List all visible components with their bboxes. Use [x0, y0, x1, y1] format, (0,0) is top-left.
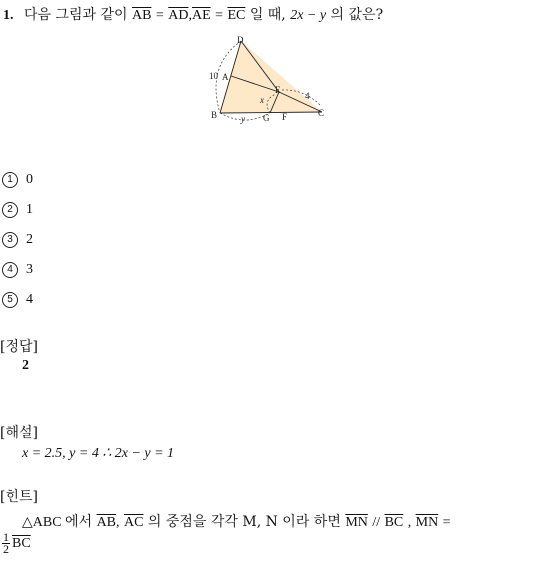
hint-segment-ab: $\overline{AB}$ [96, 515, 117, 530]
answer-value: 2 [22, 358, 29, 373]
question-text-2: 일 때, [249, 7, 286, 23]
hint-label: [힌트] [0, 489, 38, 505]
choice-number-icon: 5 [2, 292, 18, 308]
choice-5[interactable] [2, 292, 33, 308]
choice-2[interactable] [2, 202, 33, 218]
equals-2: = [215, 8, 224, 23]
segment-ad: $\overline{AD}$ [168, 8, 189, 23]
segment-ab: $\overline{AB}$ [131, 8, 152, 23]
label-point-c: C [318, 108, 325, 118]
hint-text-c: 의 중점을 각각 M, N 이라 하면 [147, 514, 341, 530]
hint-segment-bc: $\overline{BC}$ [384, 515, 404, 530]
hint-parallel: // [372, 515, 381, 530]
choice-number-icon: 3 [2, 232, 18, 248]
choice-number-icon: 2 [2, 202, 18, 218]
label-length-4: 4 [305, 91, 310, 101]
hint-equals: = [442, 515, 451, 530]
label-point-a: A [222, 72, 229, 82]
label-point-g: G [263, 113, 270, 123]
choice-value: 3 [26, 262, 33, 277]
solution-label: [해설] [0, 425, 38, 441]
choice-1[interactable] [2, 172, 33, 188]
question-text-3: 의 값은? [330, 7, 384, 23]
segment-ae: $\overline{AE}$ [191, 8, 211, 23]
hint-segment-ac: $\overline{AC}$ [123, 515, 144, 530]
choice-value: 2 [26, 232, 33, 247]
label-x: x [260, 95, 264, 105]
choice-number-icon: 1 [2, 172, 18, 188]
question-line [3, 4, 383, 24]
segment-ec: $\overline{EC}$ [227, 8, 246, 23]
solution-line [22, 445, 174, 462]
hint-comma-1: , [116, 515, 120, 530]
choice-3[interactable] [2, 232, 33, 248]
choice-4[interactable] [2, 262, 33, 278]
fraction-one-half [2, 532, 10, 555]
hint-comma-2: , [407, 515, 412, 530]
label-y: y [241, 114, 245, 124]
hint-line [22, 511, 451, 531]
equals-1: = [155, 8, 164, 23]
answer-label: [정답] [0, 339, 38, 355]
fraction-denominator: 2 [3, 542, 9, 556]
label-point-d: D [237, 35, 244, 45]
hint-segment-bc-2: $\overline{BC}$ [12, 535, 31, 551]
choice-value: 4 [26, 292, 33, 307]
geometry-figure [200, 34, 335, 126]
label-point-e: E [275, 85, 281, 95]
solution-text: x = 2.5, y = 4 ∴ 2x − y = 1 [22, 446, 175, 461]
hint-segment-mn-2: $\overline{MN}$ [415, 515, 439, 530]
fraction-numerator: 1 [3, 530, 9, 544]
label-length-10: 10 [209, 71, 218, 81]
question-number: 1. [3, 8, 14, 23]
question-text-1: 다음 그림과 같이 [23, 7, 128, 23]
hint-text-a: △ABC 에서 [22, 515, 93, 530]
question-expression: 2x − y [290, 8, 327, 23]
choice-value: 0 [26, 172, 33, 187]
hint-segment-mn: $\overline{MN}$ [345, 515, 368, 530]
comma: , [188, 8, 192, 23]
choice-number-icon: 4 [2, 262, 18, 278]
label-point-b: B [211, 110, 218, 120]
label-point-f: F [282, 112, 288, 122]
choice-value: 1 [26, 202, 33, 217]
hint-fraction-line [2, 532, 31, 555]
